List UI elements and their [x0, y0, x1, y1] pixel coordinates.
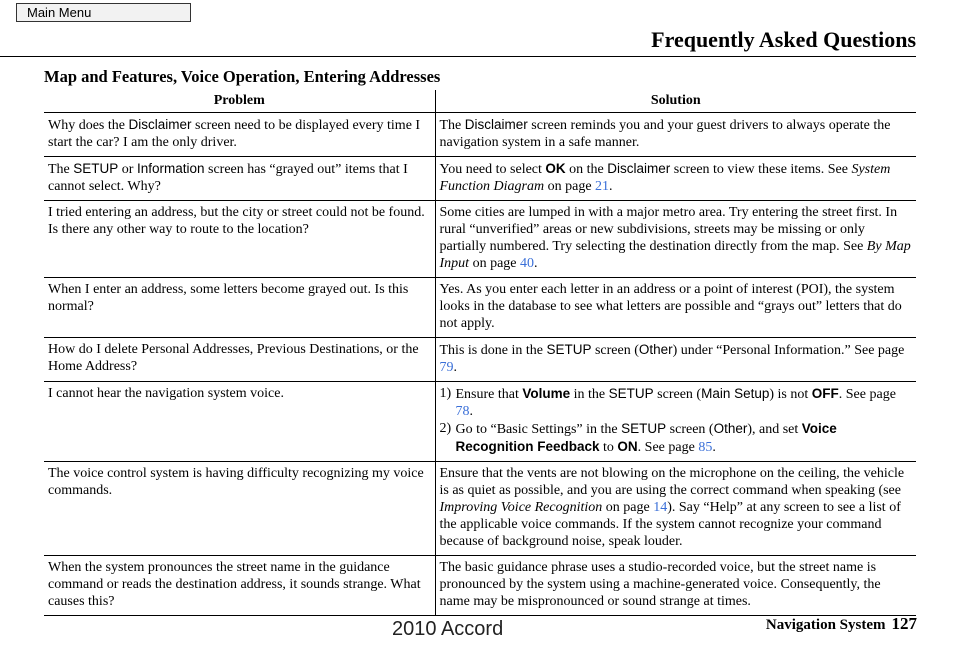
text-run: Ensure that [455, 387, 523, 402]
text-run: This is done in the [439, 343, 547, 358]
step-number: 2) [439, 421, 452, 436]
table-row [44, 201, 916, 278]
text-run: screen ( [653, 387, 702, 402]
text-run: The [439, 118, 465, 133]
table-row [44, 382, 916, 462]
main-menu-button[interactable]: Main Menu [16, 3, 191, 22]
ui-term: Other [638, 342, 673, 357]
text-run: How do I delete Personal Addresses, Previous Destinations, or the Home Address? [48, 342, 419, 374]
header-solution: Solution [435, 90, 916, 113]
solution-cell [435, 462, 916, 556]
solution-cell [435, 157, 916, 201]
text-run: ) is not [769, 387, 812, 402]
solution-cell [435, 201, 916, 278]
text-run: The voice control system is having difficulty recognizing my voice commands. [48, 466, 424, 498]
page-number: 127 [891, 614, 917, 633]
text-run: screen has “grayed out” items that I cannot select. Why? [48, 162, 408, 194]
section-reference: By Map Input [439, 239, 911, 271]
solution-step [440, 420, 913, 456]
solution-cell [435, 113, 916, 157]
ui-term: Main Setup [701, 386, 770, 401]
text-run: Why does the [48, 118, 129, 133]
text-run: The [48, 162, 74, 177]
text-run: When the system pronounces the street name in the guidance command or reads the destination address, it sounds strange. What causes this? [48, 560, 421, 609]
page-link[interactable]: 85 [698, 440, 713, 455]
ui-term: Information [136, 161, 205, 176]
text-run: When I enter an address, some letters become grayed out. Is this normal? [48, 282, 409, 314]
step-text [456, 420, 913, 456]
text-run: screen need to be displayed every time I start the car? I am the only driver. [48, 118, 421, 150]
table-row [44, 157, 916, 201]
text-run: screen ( [666, 422, 714, 437]
faq-body [44, 113, 916, 616]
problem-cell [44, 462, 435, 556]
section-reference: Improving Voice Recognition [439, 500, 603, 515]
solution-cell [435, 338, 916, 382]
text-run: The basic guidance phrase uses a studio-recorded voice, but the street name is pronounced by the system using a machine-generated voice. Consequently, the name may be mispronounced or sound strange at times. [439, 560, 881, 609]
ui-term-bold: Volume [522, 386, 571, 401]
ui-term: SETUP [73, 161, 119, 176]
text-run: . See page [637, 440, 699, 455]
page-link[interactable]: 40 [520, 256, 534, 271]
text-run: Ensure that the vents are not blowing on the microphone on the ceiling, the vehicle is as quiet as possible, and you are using the correct command when speaking (see [439, 466, 905, 498]
text-run: screen ( [591, 343, 639, 358]
text-run: ) under “Personal Information.” See page [672, 343, 905, 358]
page-title: Frequently Asked Questions [651, 27, 916, 52]
ui-term: SETUP [608, 386, 654, 401]
footer-nav [766, 614, 917, 634]
header-problem: Problem [44, 90, 435, 113]
text-run: on page [544, 179, 596, 194]
text-run: or [118, 162, 137, 177]
ui-term-bold: OFF [811, 386, 839, 401]
text-run: I tried entering an address, but the city or street could not be found. Is there any other way to route to the location? [48, 205, 425, 237]
text-run: Some cities are lumped in with a major metro area. Try entering the street first. In rural “unverified” areas or new subdivisions, streets may be missing or only partially numbered. Try selecting the destination directly from the map. See [439, 205, 898, 254]
ui-term: SETUP [546, 342, 592, 357]
watermark-text: 2010 Accord [392, 618, 504, 640]
problem-cell [44, 201, 435, 278]
problem-cell [44, 382, 435, 462]
text-run: on the [565, 162, 608, 177]
ui-term-bold: OK [545, 161, 566, 176]
solution-cell [435, 278, 916, 338]
text-run: . [469, 404, 473, 419]
step-number: 1) [439, 386, 452, 401]
problem-cell [44, 113, 435, 157]
step-text [456, 385, 913, 420]
ui-term: SETUP [621, 421, 667, 436]
text-run: . See page [838, 387, 896, 402]
text-run: Yes. As you enter each letter in an address or a point of interest (POI), the system looks in the database to see what letters are possible and “grays out” letters that do not apply. [439, 282, 902, 331]
section-heading: Map and Features, Voice Operation, Entering Addresses [44, 67, 441, 86]
table-header-row [44, 90, 916, 113]
text-run: Go to “Basic Settings” in the [455, 422, 622, 437]
solution-step [440, 385, 913, 420]
table-row [44, 278, 916, 338]
text-run: . [609, 179, 613, 194]
problem-cell [44, 338, 435, 382]
text-run: in the [570, 387, 609, 402]
text-run: on page [602, 500, 654, 515]
text-run: screen to view these items. See [670, 162, 852, 177]
text-run: ). Say “Help” at any screen to see a list of the applicable voice commands. If the system cannot recognize your command because of background noise, speak louder. [439, 500, 901, 549]
ui-term: Disclaimer [128, 117, 192, 132]
ui-term: Disclaimer [464, 117, 528, 132]
table-row [44, 462, 916, 556]
footer-label: Navigation System [765, 617, 886, 633]
ui-term: Other [713, 421, 748, 436]
page-link[interactable]: 79 [439, 360, 454, 375]
table-row [44, 556, 916, 616]
ui-term-bold: Voice Recognition Feedback [455, 421, 837, 454]
title-rule [0, 56, 916, 57]
text-run: screen reminds you and your guest drivers to always operate the navigation system in a safe manner. [439, 118, 891, 150]
solution-cell [435, 556, 916, 616]
page-link[interactable]: 14 [653, 500, 668, 515]
text-run: . [712, 440, 716, 455]
problem-cell [44, 278, 435, 338]
text-run: to [599, 440, 618, 455]
ui-term-bold: ON [617, 439, 638, 454]
problem-cell [44, 556, 435, 616]
section-reference: System Function Diagram [439, 162, 891, 194]
table-row [44, 338, 916, 382]
table-row [44, 113, 916, 157]
text-run: ), and set [747, 422, 802, 437]
page-link[interactable]: 78 [455, 404, 470, 419]
ui-term: Disclaimer [607, 161, 671, 176]
text-run: You need to select [439, 162, 546, 177]
text-run: I cannot hear the navigation system voice. [48, 386, 284, 401]
text-run: . [453, 360, 457, 375]
solution-cell [435, 382, 916, 462]
page-link[interactable]: 21 [595, 179, 610, 194]
faq-table [44, 90, 916, 616]
problem-cell [44, 157, 435, 201]
text-run: . [534, 256, 538, 271]
text-run: on page [469, 256, 520, 271]
